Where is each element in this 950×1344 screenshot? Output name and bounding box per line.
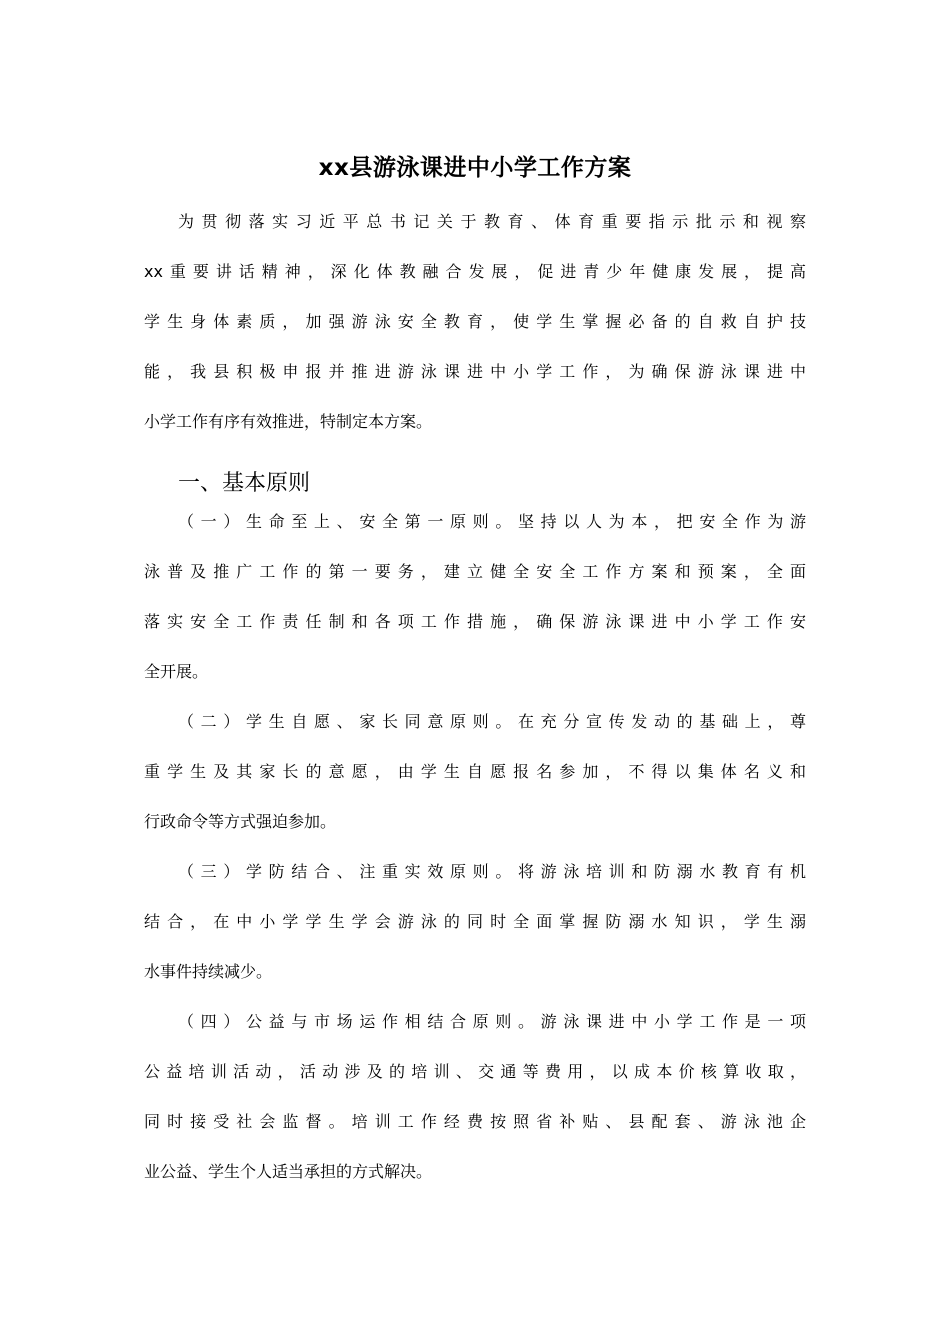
principle-3-paragraph [144, 859, 806, 1009]
intro-line: 为贯彻落实习近平总书记关于教育、体育重要指示批示和视察 [178, 212, 806, 231]
principle-4-paragraph [144, 1009, 806, 1209]
principle-line: 泳普及推广工作的第一要务，建立健全安全工作方案和预案，全面 [144, 562, 806, 581]
intro-line: 能，我县积极申报并推进游泳课进中小学工作，为确保游泳课进中 [144, 362, 806, 381]
principle-2-paragraph [144, 709, 806, 859]
intro-line: 学生身体素质，加强游泳安全教育，使学生掌握必备的自救自护技 [144, 312, 806, 331]
principle-line: 公益培训活动，活动涉及的培训、交通等费用，以成本价核算收取， [144, 1062, 806, 1081]
principle-line: 全开展。 [144, 662, 209, 681]
principle-line: （二）学生自愿、家长同意原则。在充分宣传发动的基础上，尊 [178, 712, 806, 731]
principle-line: 水事件持续减少。 [144, 962, 273, 981]
intro-line: 小学工作有序有效推进，特制定本方案。 [144, 412, 433, 431]
principle-line: （四）公益与市场运作相结合原则。游泳课进中小学工作是一项 [178, 1012, 806, 1031]
principle-line: 业公益、学生个人适当承担的方式解决。 [144, 1162, 433, 1181]
principle-line: 落实安全工作责任制和各项工作措施，确保游泳课进中小学工作安 [144, 612, 806, 631]
intro-paragraph [144, 209, 806, 459]
principle-line: 重学生及其家长的意愿，由学生自愿报名参加，不得以集体名义和 [144, 762, 806, 781]
principle-line: （三）学防结合、注重实效原则。将游泳培训和防溺水教育有机 [178, 862, 806, 881]
document-title: xx县游泳课进中小学工作方案 [318, 155, 632, 181]
principle-line: 结合，在中小学学生学会游泳的同时全面掌握防溺水知识，学生溺 [144, 912, 806, 931]
principle-line: 行政命令等方式强迫参加。 [144, 812, 337, 831]
intro-line: xx重要讲话精神，深化体教融合发展，促进青少年健康发展，提高 [144, 262, 806, 281]
principle-line: （一）生命至上、安全第一原则。坚持以人为本，把安全作为游 [178, 512, 806, 531]
principle-line: 同时接受社会监督。培训工作经费按照省补贴、县配套、游泳池企 [144, 1112, 806, 1131]
section-heading: 一、基本原则 [178, 471, 311, 496]
principle-1-paragraph [144, 509, 806, 709]
document-body [144, 209, 806, 1209]
